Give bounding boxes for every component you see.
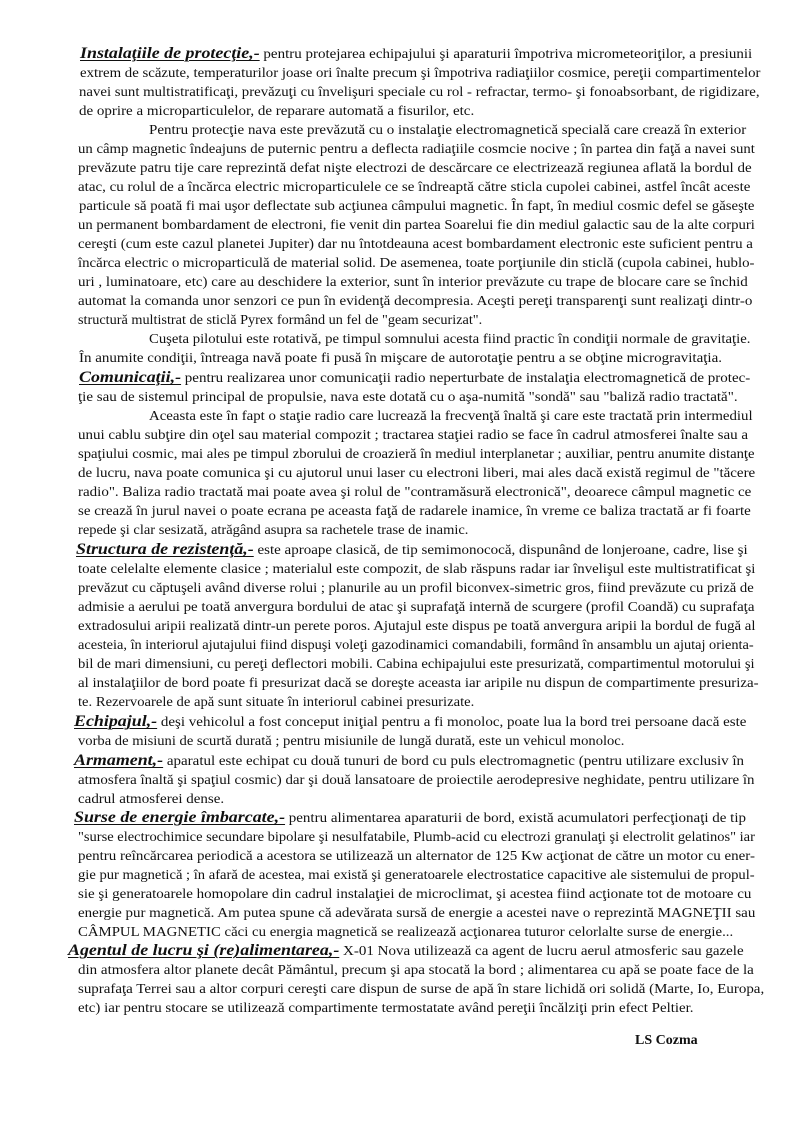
paragraph-text: navei sunt multistratificaţi, prevăzuţi cu învelişuri speciale cu rol - refractar, termo- şi fonoabsorbant, de rigidizare, (79, 84, 760, 99)
paragraph-text: te. Rezervoarele de apă sunt situate în interiorul cabinei presurizate. (78, 694, 475, 709)
section-heading: Instalaţiile de protecţie,- (80, 45, 260, 62)
paragraph-text: prevăzute patru tije care reprezintă defat nişte electrozi de descărcare ce electrizează regiunea aflată la bordul de (78, 160, 752, 175)
section-heading: Structura de rezistenţă,- (76, 541, 254, 558)
text-line (78, 636, 754, 654)
text-line (79, 83, 760, 101)
paragraph-text: deşi vehicolul a fost conceput iniţial pentru a fi monoloc, poate lua la bord trei persoane dacă este (157, 714, 747, 729)
text-line (78, 464, 755, 482)
text-line (78, 140, 755, 158)
paragraph-text: sie şi generatoarele homopolare din cadrul instalaţiei de microclimat, şi acestea fiind acţionate tot de motoare cu (78, 886, 752, 901)
paragraph-text: energie pur magnetică. Am putea spune că adevărata sursă de energie a acestei nave o reprezintă MAGNEŢII sau (78, 905, 756, 920)
paragraph-text: al instalaţiilor de bord poate fi presurizat dacă se doreşte aceasta iar aripile nu dispun de compartimente presuriza- (78, 675, 759, 690)
text-line (78, 521, 468, 539)
paragraph-text: etc) iar pentru stocare se utilizează compartimente termostatate având pereţii încălziţi prin efect Peltier. (78, 1000, 694, 1015)
paragraph-text: pentru alimentarea aparaturii de bord, există acumulatori perfecţionaţi de tip (285, 810, 747, 825)
paragraph-text: pentru realizarea unor comunicaţii radio neperturbate de instalaţia electromagnetică de protec- (181, 370, 751, 385)
text-line (79, 369, 750, 387)
text-line (74, 713, 746, 731)
text-line (78, 961, 754, 979)
paragraph-text: "surse electrochimice secundare bipolare şi nesulfatabile, Plumb-acid cu electrozi granulaţi şi electrolit gelatinos" iar (78, 829, 755, 844)
text-line (78, 178, 750, 196)
text-line (78, 693, 474, 711)
text-line (149, 407, 753, 425)
text-line (78, 254, 754, 272)
text-line (78, 445, 755, 463)
text-line (79, 102, 474, 120)
paragraph-text: este aproape clasică, de tip semimonococă, dispunând de lonjeroane, cadre, lise şi (253, 542, 748, 557)
text-line (78, 159, 752, 177)
paragraph-text: repede şi clar sesizată, atrăgând asupra sa rachetele trase de inamic. (78, 522, 469, 537)
paragraph-text: În anumite condiţii, întreaga navă poate fi pusă în mişcare de autorotaţie pentru a se obţine microgravitaţia. (79, 350, 723, 365)
text-line (78, 866, 755, 884)
text-line (78, 923, 733, 941)
text-line (74, 752, 744, 770)
text-line (78, 847, 755, 865)
text-line (76, 541, 748, 559)
text-line (78, 655, 755, 673)
paragraph-text: toate celelalte elemente clasice ; materialul este compozit, de slab răspuns radar iar învelişul este multistratificat şi (78, 561, 756, 576)
text-line (79, 349, 722, 367)
text-line (78, 598, 754, 616)
author-signature: LS Cozma (635, 1033, 698, 1048)
text-line (80, 64, 760, 82)
text-line (78, 904, 755, 922)
paragraph-text: radio". Baliza radio tractată mai poate avea şi rolul de "contramăsură electronică", deoarece câmpul magnetic ce (78, 484, 752, 499)
text-line (149, 121, 746, 139)
paragraph-text: CÂMPUL MAGNETIC căci cu energia magnetică se realizează acţionarea tuturor celorlalte surse de energie... (78, 924, 734, 939)
text-line (78, 273, 748, 291)
text-line (78, 388, 738, 406)
text-line (78, 292, 752, 310)
paragraph-text: aparatul este echipat cu două tunuri de bord cu puls electromagnetic (pentru utilizare exclusiv în (163, 753, 745, 768)
paragraph-text: automat la comanda unor senzori ce pun în evidenţă decompresia. Aceşti pereţi transparenţi sunt realizaţi dintr-o (78, 293, 753, 308)
section-heading: Armament,- (74, 752, 164, 769)
paragraph-text: atac, cu rolul de a încărca electric microparticulele ce se îndreaptă către sticla cupolei cabinei, astfel încât aceste (78, 179, 751, 194)
paragraph-text: gie pur magnetică ; în afară de acestea, mai există şi generatoarele electrostatice capacitive ale sistemului de propul- (78, 867, 755, 882)
paragraph-text: vorba de misiuni de scurtă durată ; pentru misiunile de lungă durată, este un vehicul monoloc. (78, 733, 625, 748)
text-line (78, 235, 753, 253)
paragraph-text: X-01 Nova utilizează ca agent de lucru aerul atmosferic sau gazele (339, 943, 744, 958)
text-line (78, 617, 755, 635)
text-line (78, 980, 764, 998)
paragraph-text: pentru protejarea echipajului şi aparaturii împotriva micrometeoriţilor, a presiunii (259, 46, 753, 61)
paragraph-text: unui cablu subţire din oţel sau material compozit ; tractarea staţiei radio se face în cadrul atmosferei înalte sau a (78, 427, 749, 442)
text-line (79, 197, 754, 215)
text-line (78, 426, 748, 444)
text-line (78, 771, 755, 789)
section-heading: Echipajul,- (74, 713, 158, 730)
paragraph-text: un permanent bombardament de electroni, fie venit din partea Soarelui fie din mediul galactic sau de la alte corpuri (78, 217, 755, 232)
text-line (78, 311, 482, 329)
text-line (78, 674, 759, 692)
text-line (149, 330, 750, 348)
paragraph-text: pentru reîncărcarea periodică a acestora se utilizează un alternator de 125 Kw acţionat de către un motor cu ener- (78, 848, 755, 863)
paragraph-text: prevăzut cu căptuşeli având diverse rolui ; planurile au un profil biconvex-simetric gros, fiind prevăzute cu priză de (78, 580, 754, 595)
paragraph-text: extrem de scăzute, temperaturilor joase ori înalte precum şi împotriva radiaţiilor cosmice, pereţii compartimentelor (80, 65, 761, 80)
paragraph-text: Pentru protecţie nava este prevăzută cu o instalaţie electromagnetică specială care crează în exterior (149, 122, 747, 137)
text-line (78, 790, 224, 808)
paragraph-text: particule să poată fi mai uşor deflectate sub acţiunea câmpului magnetic. În fapt, în mediul cosmic defel se găseşte (79, 198, 755, 213)
section-heading: Surse de energie îmbarcate,- (74, 809, 286, 826)
paragraph-text: un câmp magnetic îndeajuns de puternic pentru a deflecta radiaţiile cosmcie nocive ; în partea din faţă a navei sunt (78, 141, 755, 156)
paragraph-text: de lucru, nava poate comunica şi cu ajutorul unui laser cu electroni liberi, mai ales dacă există regimul de "tăcere (78, 465, 756, 480)
paragraph-text: Aceasta este în fapt o staţie radio care lucrează la frecvenţă înaltă şi care este tractată prin intermediul (149, 408, 753, 423)
paragraph-text: bil de mari dimensiuni, cu pereţi deflectori mobili. Cabina echipajului este presurizată, compartimentul motorului şi (78, 656, 755, 671)
paragraph-text: acesteia, în interiorul ajutajului fiind dispuşi voleţi gazodinamici comandabili, formând în ansamblu un ajutaj orienta- (78, 637, 754, 652)
section-heading: Comunicaţii,- (79, 369, 182, 386)
text-line (74, 809, 746, 827)
paragraph-text: uri , luminatoare, etc) care au deschidere la exterior, sunt în interior prevăzute cu trape de blocare care se închid (78, 274, 748, 289)
paragraph-text: spaţiului cosmic, mai ales pe timpul zborului de croazieră în mediul interplanetar ; auxiliar, pentru anumite distanţe (78, 446, 755, 461)
text-line (78, 885, 751, 903)
text-line (68, 942, 744, 960)
paragraph-text: ţie sau de sistemul principal de propulsie, nava este dotată cu o aşa-numită "sondă" sau "baliză radio tractată". (78, 389, 738, 404)
paragraph-text: de oprire a microparticulelor, de reparare automată a fisurilor, etc. (79, 103, 475, 118)
paragraph-text: structură multistrat de sticlă Pyrex formând un fel de "geam securizat". (78, 312, 483, 327)
paragraph-text: cereşti (cum este cazul planetei Jupiter) dar nu întotdeauna acest bombardament electronic este suficient pentru a (78, 236, 753, 251)
text-line (78, 216, 755, 234)
text-line (78, 483, 751, 501)
section-heading: Agentul de lucru şi (re)alimentarea,- (68, 942, 340, 959)
paragraph-text: se crează în jurul navei o poate ecrana pe aceasta faţă de radarele inamice, în vreme ce baliza tractată ar fi foarte (78, 503, 751, 518)
paragraph-text: cadrul atmosferei dense. (78, 791, 225, 806)
paragraph-text: atmosfera înaltă şi spaţiul cosmic) dar şi două lansatoare de proiectile aerodepresive neghidate, pentru utilizare în (78, 772, 755, 787)
paragraph-text: extradosului aripii realizată dintr-un perete poros. Ajutajul este dispus pe toată anvergura aripii la bordul de fugă al (78, 618, 756, 633)
text-line (78, 560, 755, 578)
paragraph-text: din atmosfera altor planete decât Pământul, precum şi apa stocată la bord ; alimentarea cu apă se poate face de la (78, 962, 754, 977)
text-line (78, 732, 624, 750)
paragraph-text: încărca electric o microparticulă de material solid. De asemenea, toate porţiunile din sticlă (cupola cabinei, hublo- (78, 255, 755, 270)
text-line (78, 502, 751, 520)
text-line (78, 579, 754, 597)
text-line (80, 45, 752, 63)
paragraph-text: Cuşeta pilotului este rotativă, pe timpul somnului acesta fiind practic în condiţii normale de gravitaţie. (149, 331, 751, 346)
paragraph-text: suprafaţa Terrei sau a altor corpuri cereşti care dispun de surse de apă în stare lichidă ori solidă (Marte, Io, Europa, (78, 981, 765, 996)
paragraph-text: admisie a aerului pe toată anvergura bordului de atac şi suprafaţă internă de scurgere (profil Coandă) cu suprafaţa (78, 599, 755, 614)
text-line (78, 999, 694, 1017)
text-line (78, 828, 755, 846)
